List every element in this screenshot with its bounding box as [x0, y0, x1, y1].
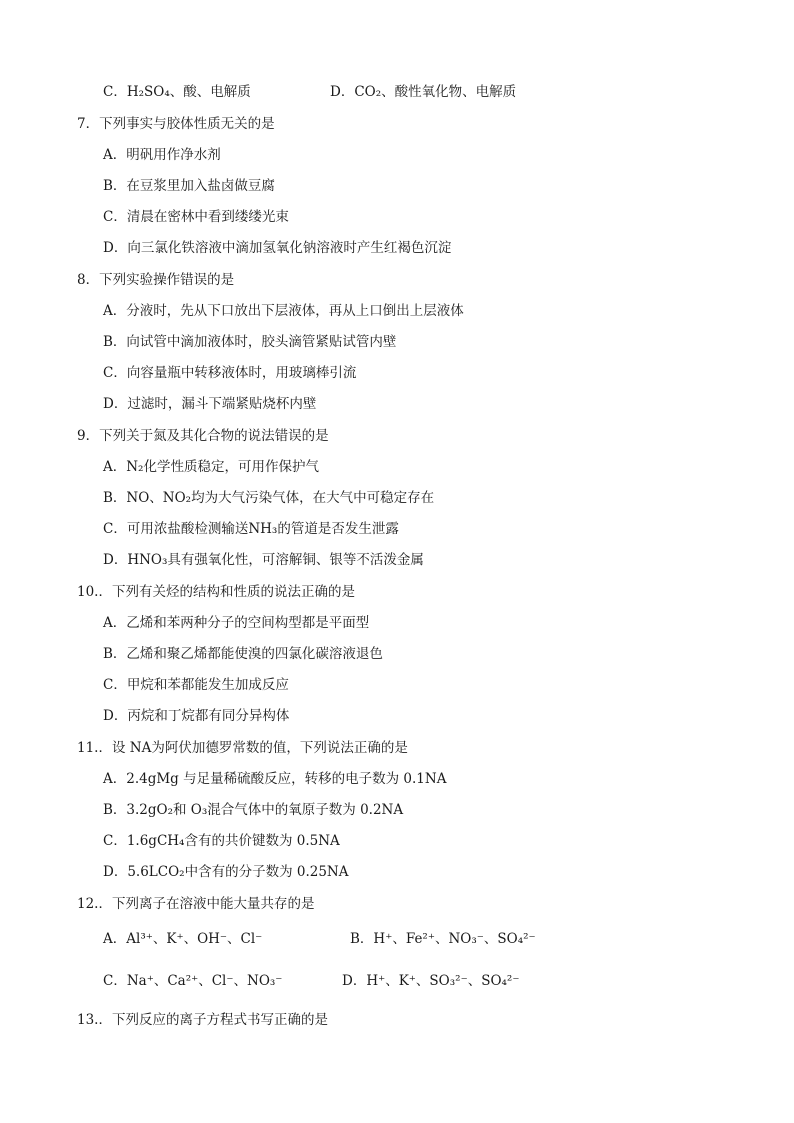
option-8c: C．向容量瓶中转移液体时，用玻璃棒引流: [103, 365, 357, 381]
option-10d: D．丙烷和丁烷都有同分异构体: [103, 708, 290, 724]
option-7b: B．在豆浆里加入盐卤做豆腐: [103, 178, 275, 194]
option-9b: B．NO、NO₂均为大气污染气体，在大气中可稳定存在: [103, 490, 435, 506]
option-12c: C．Na⁺、Ca²⁺、Cl⁻、NO₃⁻: [103, 973, 283, 989]
option-9c: C．可用浓盐酸检测输送NH₃的管道是否发生泄露: [103, 521, 399, 537]
option-10b: B．乙烯和聚乙烯都能使溴的四氯化碳溶液退色: [103, 646, 383, 662]
option-7c: C．清晨在密林中看到缕缕光束: [103, 209, 289, 225]
question-9: 9．下列关于氮及其化合物的说法错误的是: [77, 428, 329, 444]
question-11: 11.．设 NA为阿伏加德罗常数的值，下列说法正确的是: [77, 740, 408, 756]
question-12: 12.．下列离子在溶液中能大量共存的是: [77, 896, 315, 912]
option-10c: C．甲烷和苯都能发生加成反应: [103, 677, 289, 693]
option-8b: B．向试管中滴加液体时，胶头滴管紧贴试管内壁: [103, 334, 397, 350]
option-8a: A．分液时，先从下口放出下层液体，再从上口倒出上层液体: [103, 303, 464, 319]
option-11b: B．3.2gO₂和 O₃混合气体中的氧原子数为 0.2NA: [103, 802, 404, 818]
option-6c: C．H₂SO₄、酸、电解质: [103, 84, 251, 100]
option-8d: D．过滤时，漏斗下端紧贴烧杯内壁: [103, 396, 317, 412]
option-9d: D．HNO₃具有强氧化性，可溶解铜、银等不活泼金属: [103, 552, 424, 568]
question-7: 7．下列事实与胶体性质无关的是: [77, 116, 275, 132]
option-11d: D．5.6LCO₂中含有的分子数为 0.25NA: [103, 864, 349, 880]
option-12b: B．H⁺、Fe²⁺、NO₃⁻、SO₄²⁻: [350, 931, 536, 947]
option-11c: C．1.6gCH₄含有的共价键数为 0.5NA: [103, 833, 340, 849]
option-9a: A．N₂化学性质稳定，可用作保护气: [103, 459, 319, 475]
option-7d: D．向三氯化铁溶液中滴加氢氧化钠溶液时产生红褐色沉淀: [103, 240, 452, 256]
option-7a: A．明矾用作净水剂: [103, 147, 221, 163]
option-11a: A．2.4gMg 与足量稀硫酸反应，转移的电子数为 0.1NA: [103, 771, 447, 787]
question-13: 13.．下列反应的离子方程式书写正确的是: [77, 1012, 328, 1028]
option-12d: D．H⁺、K⁺、SO₃²⁻、SO₄²⁻: [342, 973, 520, 989]
option-10a: A．乙烯和苯两种分子的空间构型都是平面型: [103, 615, 370, 631]
option-6d: D．CO₂、酸性氧化物、电解质: [330, 84, 517, 100]
question-8: 8．下列实验操作错误的是: [77, 272, 235, 288]
option-12a: A．Al³⁺、K⁺、OH⁻、Cl⁻: [103, 931, 263, 947]
question-10: 10.．下列有关烃的结构和性质的说法正确的是: [77, 584, 355, 600]
